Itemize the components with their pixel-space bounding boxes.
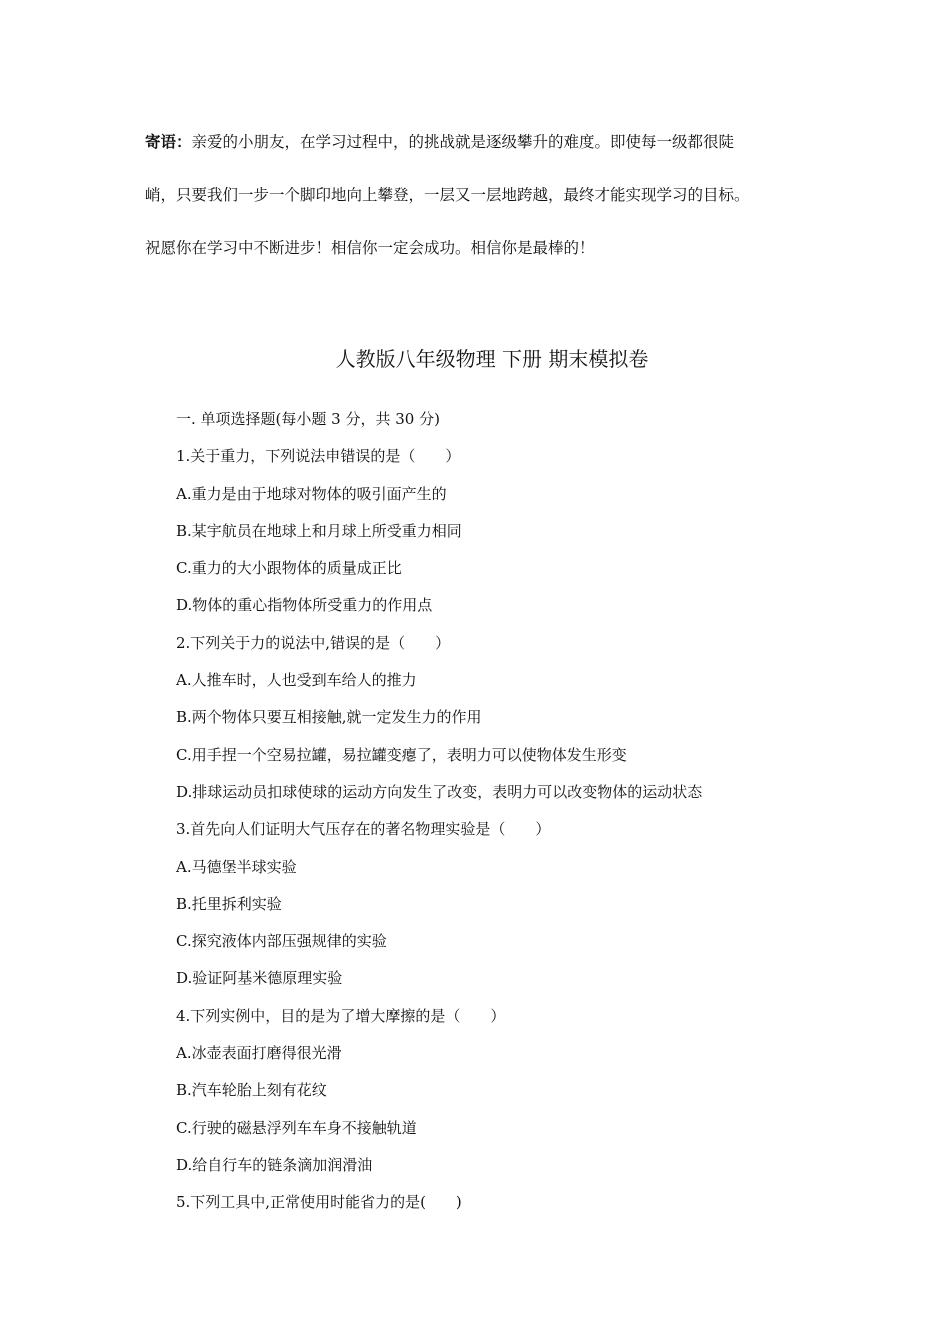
question-3-option-d: D.验证阿基米德原理实验 [176,969,343,988]
intro-label: 寄语： [145,133,192,151]
question-3-stem: 3.首先向人们证明大气压存在的著名物理实验是（ ） [176,820,551,839]
question-1-option-b: B.某宇航员在地球上和月球上所受重力相同 [176,521,462,540]
question-3-option-b: B.托里拆利实验 [176,894,282,913]
question-3-option-a: A.马德堡半球实验 [176,857,297,876]
question-4-stem: 4.下列实例中，目的是为了增大摩擦的是（ ） [176,1006,506,1025]
question-list [176,405,876,1226]
question-3-option-c: C.探究液体内部压强规律的实验 [176,932,387,951]
intro-message [145,128,825,287]
question-1-option-a: A.重力是由于地球对物体的吸引面产生的 [176,484,447,503]
intro-text-1: 亲爱的小朋友，在学习过程中，的挑战就是逐级攀升的难度。即使每一级都很陡 [191,133,735,151]
question-2-option-c: C.用手捏一个空易拉罐，易拉罐变瘪了，表明力可以使物体发生形变 [176,745,627,764]
intro-line-3: 祝愿你在学习中不断进步！相信你一定会成功。相信你是最棒的！ [145,239,595,257]
intro-line-2: 峭，只要我们一步一个脚印地向上攀登，一层又一层地跨越，最终才能实现学习的目标。 [145,186,750,204]
question-1-stem: 1.关于重力，下列说法申错误的是（ ） [176,447,461,466]
section-header: 一. 单项选择题(每小题 3 分，共 30 分) [176,410,440,428]
question-2-stem: 2.下列关于力的说法中,错误的是（ ） [176,633,451,652]
question-2-option-b: B.两个物体只要互相接触,就一定发生力的作用 [176,708,482,727]
question-2-option-d: D.排球运动员扣球使球的运动方向发生了改变，表明力可以改变物体的运动状态 [176,782,703,801]
question-5-stem: 5.下列工具中,正常使用时能省力的是( ) [176,1193,462,1212]
question-4-option-a: A.冰壶表面打磨得很光滑 [176,1044,342,1063]
question-4-option-b: B.汽车轮胎上刻有花纹 [176,1081,327,1100]
question-1-option-c: C.重力的大小跟物体的质量成正比 [176,559,402,578]
question-4-option-d: D.给自行车的链条滴加润滑油 [176,1155,373,1174]
question-2-option-a: A.人推车时，人也受到车给人的推力 [176,671,417,690]
question-1-option-d: D.物体的重心指物体所受重力的作用点 [176,596,433,615]
question-4-option-c: C.行驶的磁悬浮列车车身不接触轨道 [176,1118,417,1137]
intro-line-1 [145,128,825,157]
exam-title: 人教版八年级物理 下册 期末模拟卷 [335,347,649,371]
